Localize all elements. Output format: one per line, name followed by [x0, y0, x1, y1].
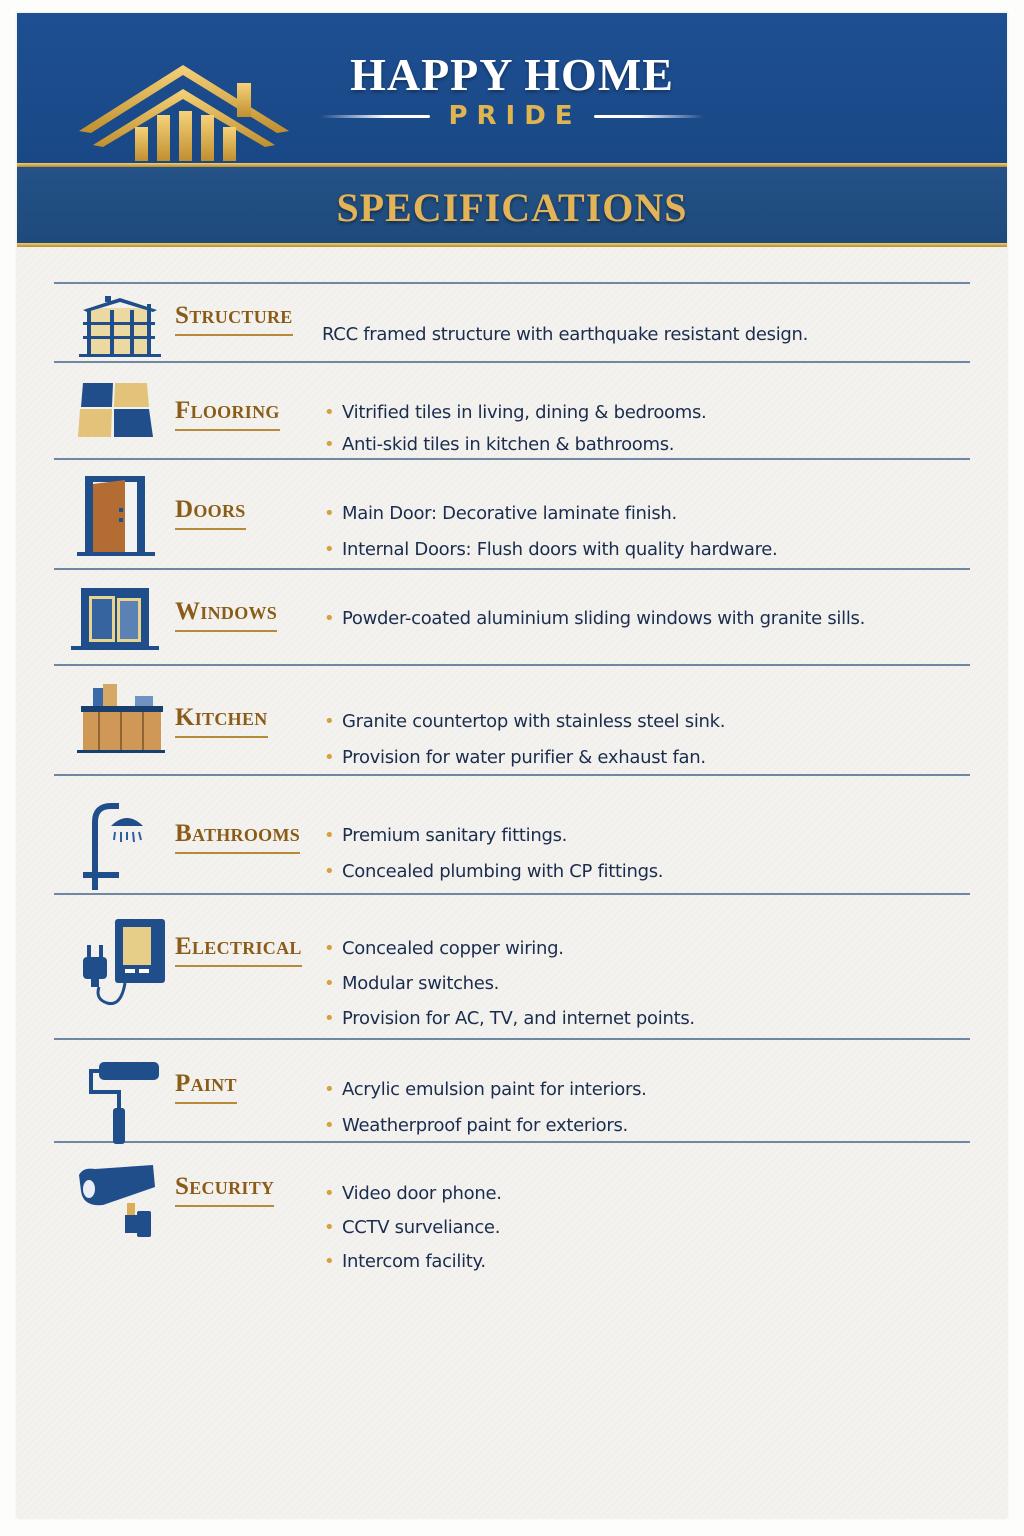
spec-items [322, 704, 725, 776]
spec-item [322, 704, 725, 740]
spec-label: Flooring [175, 397, 280, 431]
spec-items [322, 322, 808, 348]
paint-roller-icon [85, 1058, 165, 1148]
spec-items [322, 931, 695, 1036]
spec-item-text: Weatherproof paint for exteriors. [342, 1115, 628, 1136]
spec-label: Windows [175, 598, 277, 632]
spec-item-text: Intercom facility. [342, 1251, 486, 1272]
spec-item [322, 322, 808, 348]
spec-item-text: Premium sanitary fittings. [342, 825, 568, 846]
spec-item [322, 1072, 647, 1108]
row-divider [54, 568, 970, 570]
spec-item [322, 606, 865, 632]
spec-items [322, 397, 706, 461]
row-divider [54, 1038, 970, 1040]
bullet-icon: • [324, 1183, 335, 1204]
bullet-icon: • [324, 1079, 335, 1100]
spec-items [322, 496, 777, 568]
spec-item [322, 1245, 502, 1279]
spec-item-text: Provision for AC, TV, and internet points. [342, 1008, 695, 1029]
bullet-icon: • [324, 608, 335, 629]
divider [320, 115, 430, 118]
gold-divider [17, 243, 1007, 247]
spec-item-text: RCC framed structure with earthquake resistant design. [322, 324, 809, 345]
spec-items [322, 818, 663, 890]
bullet-icon: • [324, 861, 335, 882]
spec-label: Electrical [175, 933, 302, 967]
spec-item [322, 1211, 502, 1245]
bullet-icon: • [324, 825, 335, 846]
row-divider [54, 361, 970, 363]
bullet-icon: • [324, 1217, 335, 1238]
spec-label: Doors [175, 496, 246, 530]
bullet-icon: • [324, 747, 335, 768]
spec-item-text: Granite countertop with stainless steel sink. [342, 711, 726, 732]
spec-items [322, 606, 865, 632]
brand-name [307, 47, 717, 131]
bullet-icon: • [324, 503, 335, 524]
spec-item [322, 496, 777, 532]
page-title: SPECIFICATIONS [336, 185, 688, 230]
spec-items [322, 1177, 502, 1279]
spec-item-text: Video door phone. [342, 1183, 502, 1204]
spec-item-text: CCTV surveliance. [342, 1217, 501, 1238]
spec-item-text: Internal Doors: Flush doors with quality hardware. [342, 539, 778, 560]
row-divider [54, 282, 970, 284]
door-icon [75, 474, 157, 558]
bullet-icon: • [324, 1008, 335, 1029]
spec-items [322, 1072, 647, 1144]
spec-label: Kitchen [175, 704, 268, 738]
divider [594, 115, 704, 118]
spec-label: Structure [175, 302, 293, 336]
spec-item [322, 1108, 647, 1144]
row-divider [54, 664, 970, 666]
spec-label: Security [175, 1173, 274, 1207]
specifications-card [17, 13, 1007, 1518]
bullet-icon: • [324, 711, 335, 732]
spec-item-text: Provision for water purifier & exhaust fan. [342, 747, 706, 768]
spec-item [322, 397, 706, 429]
brand-subtitle: PRIDE [448, 101, 582, 131]
floor-tiles-icon [77, 381, 159, 441]
bullet-icon: • [324, 402, 335, 423]
bullet-icon: • [324, 434, 335, 455]
window-icon [69, 586, 161, 652]
spec-item-text: Anti-skid tiles in kitchen & bathrooms. [342, 434, 675, 455]
shower-icon [81, 800, 151, 894]
brand-title: HAPPY HOME [350, 49, 674, 100]
bullet-icon: • [324, 1115, 335, 1136]
bullet-icon: • [324, 973, 335, 994]
spec-item-text: Concealed plumbing with CP fittings. [342, 861, 664, 882]
kitchen-counter-icon [75, 682, 167, 756]
spec-item [322, 931, 695, 966]
row-divider [54, 893, 970, 895]
spec-label: Paint [175, 1070, 237, 1104]
brand-header [17, 13, 1007, 163]
section-title-band [17, 167, 1007, 243]
spec-item [322, 429, 706, 461]
brand-subtitle-row [307, 101, 717, 131]
spec-item-text: Powder-coated aluminium sliding windows with granite sills. [342, 608, 866, 629]
bullet-icon: • [324, 1251, 335, 1272]
cctv-camera-icon [75, 1161, 167, 1245]
plug-switchboard-icon [77, 917, 171, 1021]
spec-item [322, 740, 725, 776]
spec-item [322, 966, 695, 1001]
spec-item [322, 818, 663, 854]
spec-label: Bathrooms [175, 820, 300, 854]
spec-item-text: Acrylic emulsion paint for interiors. [342, 1079, 647, 1100]
spec-item [322, 1177, 502, 1211]
spec-item [322, 854, 663, 890]
bullet-icon: • [324, 539, 335, 560]
spec-item [322, 532, 777, 568]
spec-item [322, 1001, 695, 1036]
spec-item-text: Vitrified tiles in living, dining & bedrooms. [342, 402, 707, 423]
house-logo-icon [79, 53, 289, 163]
spec-item-text: Main Door: Decorative laminate finish. [342, 503, 677, 524]
spec-item-text: Modular switches. [342, 973, 500, 994]
building-icon [77, 296, 163, 358]
spec-item-text: Concealed copper wiring. [342, 938, 564, 959]
bullet-icon: • [324, 938, 335, 959]
